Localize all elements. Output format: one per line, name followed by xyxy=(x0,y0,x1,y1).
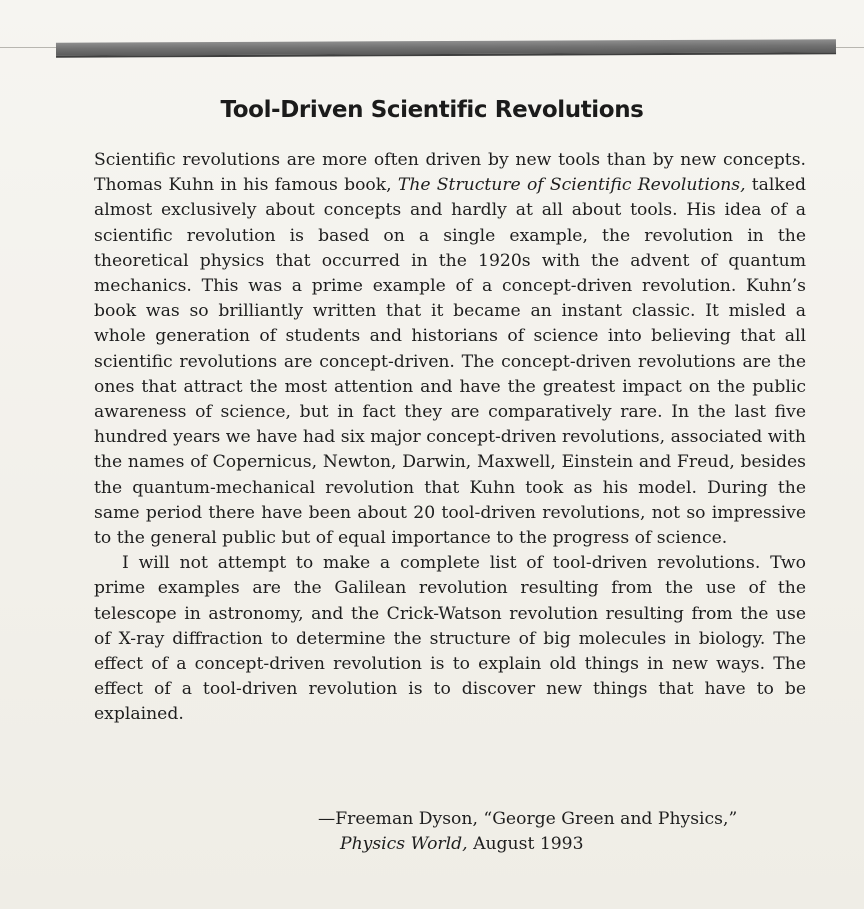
attribution-author: —Freeman Dyson, “George Green and Physics,” xyxy=(318,809,738,829)
publication-date: August 1993 xyxy=(467,834,584,854)
page-title: Tool-Driven Scientific Revolutions xyxy=(220,97,644,123)
paragraph-1-part-1: Scientific revolutions are more often driven by new tools than by new concepts. Thomas Kuhn in his famous book, xyxy=(94,150,806,196)
header-rule xyxy=(56,39,836,57)
publication-name: Physics World, xyxy=(340,834,468,854)
paragraph-1 xyxy=(94,148,806,551)
paragraph-1-part-2: talked almost exclusively about concepts and hardly at all about tools. His idea of a scientific revolution is based on a single example, the revolution in the theoretical physics that occurred in the 1920s with the advent of quantum mechanics. This was a prime example of a concept-driven revolution. Kuhn’s book was so brilliantly written that it became an instant classic. It misled a whole generation of students and historians of science into believing that all scientific revolutions are concept-driven. The concept-driven revolutions are the ones that attract the most attention and have the greatest impact on the public awareness of science, but in fact they are comparatively rare. In the last five hundred years we have had six major concept-driven revolutions, associated with the names of Copernicus, Newton, Darwin, Maxwell, Einstein and Freud, besides the quantum-mechanical revolution that Kuhn took as his model. During the same period there have been about 20 tool-driven revolutions, not so impressive to the general public but of equal importance to the progress of science. xyxy=(94,175,806,549)
article-body xyxy=(94,148,806,728)
paragraph-2: I will not attempt to make a complete list of tool-driven revolutions. Two prime examples are the Galilean revolution resulting from the use of the telescope in astronomy, and the Crick-Watson revolution resulting from the use of X-ray diffraction to determine the structure of big molecules in biology. The effect of a concept-driven revolution is to explain old things in new ways. The effect of a tool-driven revolution is to discover new things that have to be explained. xyxy=(94,553,806,725)
book-title: The Structure of Scientific Revolutions, xyxy=(397,175,746,196)
attribution-source xyxy=(318,832,798,857)
attribution xyxy=(318,807,798,857)
